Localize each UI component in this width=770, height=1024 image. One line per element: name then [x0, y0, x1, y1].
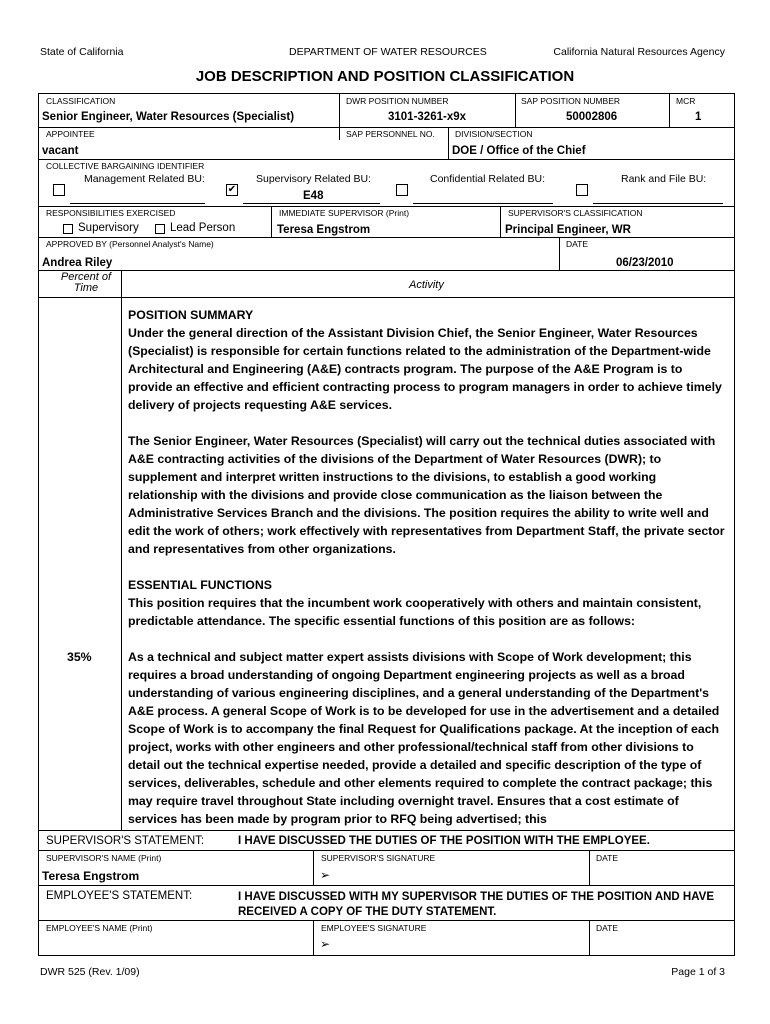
- supervisory-bu-checkbox[interactable]: ✔: [227, 184, 237, 195]
- employee-date-label: DATE: [596, 923, 619, 933]
- mcr-label: MCR: [676, 96, 696, 106]
- approval-date-label: DATE: [566, 239, 589, 249]
- division-label: DIVISION/SECTION: [455, 129, 533, 139]
- employee-signature-arrow-icon[interactable]: ➢: [320, 937, 331, 951]
- management-bu-checkbox[interactable]: [53, 184, 65, 196]
- department-label: DEPARTMENT OF WATER RESOURCES: [289, 46, 487, 58]
- supervisor-statement-label: SUPERVISOR'S STATEMENT:: [46, 835, 205, 847]
- sap-personnel-label: SAP PERSONNEL NO.: [346, 129, 435, 139]
- supervisor-statement-text: I HAVE DISCUSSED THE DUTIES OF THE POSITION WITH THE EMPLOYEE.: [238, 835, 650, 847]
- division-value[interactable]: DOE / Office of the Chief: [452, 145, 586, 157]
- mcr-value[interactable]: 1: [695, 111, 702, 123]
- supervisory-checkbox[interactable]: [63, 224, 73, 234]
- dwr-position-value[interactable]: 3101-3261-x9x: [388, 111, 467, 123]
- classification-value[interactable]: Senior Engineer, Water Resources (Specialist): [42, 111, 295, 123]
- lead-person-option-label: Lead Person: [170, 222, 236, 234]
- management-bu-label: Management Related BU:: [84, 173, 205, 185]
- activity-content: [128, 306, 728, 828]
- employee-signature-label: EMPLOYEE'S SIGNATURE: [321, 923, 427, 933]
- immediate-supervisor-value[interactable]: Teresa Engstrom: [277, 224, 371, 236]
- employee-statement-text: I HAVE DISCUSSED WITH MY SUPERVISOR THE DUTIES OF THE POSITION AND HAVE RECEIVED A COPY OF THE DUTY STATEMENT.: [238, 891, 715, 918]
- supervisor-class-label: SUPERVISOR'S CLASSIFICATION: [508, 208, 643, 218]
- approved-by-value[interactable]: Andrea Riley: [42, 257, 113, 269]
- supervisor-name-label: SUPERVISOR'S NAME (Print): [46, 853, 162, 863]
- position-summary-heading: POSITION SUMMARY: [128, 308, 254, 322]
- supervisor-class-value[interactable]: Principal Engineer, WR: [505, 224, 631, 236]
- immediate-supervisor-label: IMMEDIATE SUPERVISOR (Print): [279, 208, 410, 218]
- supervisory-bu-value[interactable]: E48: [303, 190, 324, 202]
- activity-header: Activity: [409, 279, 444, 291]
- percent-35: 35%: [67, 650, 92, 664]
- employee-name-label: EMPLOYEE'S NAME (Print): [46, 923, 153, 933]
- employee-statement-label: EMPLOYEE'S STATEMENT:: [46, 890, 193, 902]
- essential-functions-heading: ESSENTIAL FUNCTIONS: [128, 578, 272, 592]
- summary-paragraph-2: The Senior Engineer, Water Resources (Specialist) will carry out the technical duties associated with A&E contracting activities of the divisions of the Department of Water Resources (DWR); to supplement and interpret written instructions to the divisions, to establish a good working relationship with the divisions and provide close communication as the liaison between the Administrative Services Branch and the divisions. The position requires the ability to write well and edit the work of others; work effectively with representatives from Department Staff, the private sector and representatives from other organizations.: [128, 434, 725, 556]
- classification-label: CLASSIFICATION: [46, 96, 116, 106]
- page-title: JOB DESCRIPTION AND POSITION CLASSIFICATION: [195, 68, 575, 85]
- responsibilities-label: RESPONSIBILITIES EXERCISED: [46, 208, 176, 218]
- form-id: DWR 525 (Rev. 1/09): [40, 966, 140, 978]
- bargaining-label: COLLECTIVE BARGAINING IDENTIFIER: [46, 161, 205, 171]
- confidential-bu-label: Confidential Related BU:: [430, 173, 545, 185]
- percent-time-header: Percent of Time: [60, 271, 112, 294]
- page-number: Page 1 of 3: [671, 966, 725, 978]
- supervisor-name-value[interactable]: Teresa Engstrom: [42, 869, 140, 883]
- rank-file-bu-checkbox[interactable]: [576, 184, 588, 196]
- rank-file-bu-label: Rank and File BU:: [621, 173, 707, 185]
- sap-position-value[interactable]: 50002806: [566, 111, 618, 123]
- state-label: State of California: [40, 46, 124, 58]
- confidential-bu-checkbox[interactable]: [396, 184, 408, 196]
- essential-paragraph-1: This position requires that the incumbent work cooperatively with others and maintain consistent, predictable attendance. The specific essential functions of this position are as follows:: [128, 596, 702, 628]
- appointee-label: APPOINTEE: [46, 129, 95, 139]
- appointee-value[interactable]: vacant: [42, 145, 79, 157]
- sap-position-label: SAP POSITION NUMBER: [521, 96, 621, 106]
- supervisory-bu-label: Supervisory Related BU:: [256, 173, 371, 185]
- approval-date-value[interactable]: 06/23/2010: [616, 257, 674, 269]
- supervisory-option-label: Supervisory: [78, 222, 139, 234]
- supervisor-signature-label: SUPERVISOR'S SIGNATURE: [321, 853, 436, 863]
- approved-by-label: APPROVED BY (Personnel Analyst's Name): [46, 239, 214, 249]
- dwr-position-label: DWR POSITION NUMBER: [346, 96, 449, 106]
- summary-paragraph-1: Under the general direction of the Assistant Division Chief, the Senior Engineer, Water Resources (Specialist) is responsible for certain functions related to the administration of the Department-wide Architectural and Engineering (A&E) contracts program. The purpose of the A&E Program is to provide an effective and efficient contracting process to program managers in order to achieve timely delivery of projects requesting A&E services.: [128, 326, 722, 412]
- lead-person-checkbox[interactable]: [155, 224, 165, 234]
- supervisor-signature-arrow-icon[interactable]: ➢: [320, 868, 331, 882]
- agency-label: California Natural Resources Agency: [553, 46, 725, 58]
- essential-paragraph-2: As a technical and subject matter expert assists divisions with Scope of Work development; this requires a broad understanding of ongoing Department engineering projects as well as a broad understanding of various engineering disciplines, and a general understanding of the Department's A&E process. A general Scope of Work is to be developed for use in the advertisement and a detailed Scope of Work is to accompany the final Request for Qualifications package. At the inception of each project, works with other engineers and other professional/technical staff from other divisions to detail out the technical expertise needed, provide a detailed and specific description of the type of services, deliverables, schedule and other elements required to complete the contract package; this may require travel throughout State including overnight travel. Ensures that a cost estimate of services has been made by program prior to RFQ being advertised; this: [128, 650, 720, 826]
- supervisor-date-label: DATE: [596, 853, 619, 863]
